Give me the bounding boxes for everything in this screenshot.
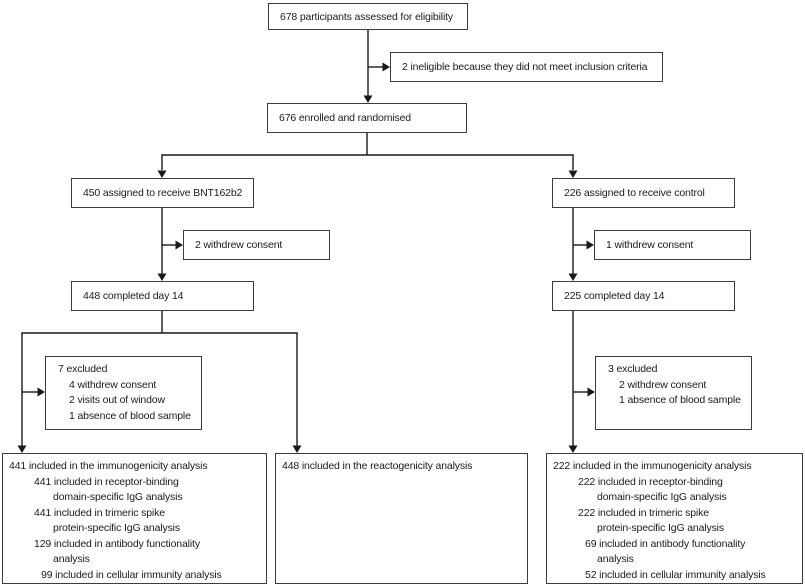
excluded-line: 7 excluded <box>58 363 108 375</box>
connector-assessed-to-randomised <box>364 30 391 103</box>
box-bnt-reactogenicity-label: 448 included in the reactogenicity analysis <box>282 460 473 472</box>
box-ineligible-label: 2 ineligible because they did not meet inclusion criteria <box>402 61 648 73</box>
analysis-line: domain-specific IgG analysis <box>53 491 183 503</box>
connector-control-assigned-to-completed <box>569 208 595 281</box>
box-bnt-completed <box>71 281 254 311</box>
excluded-line: 1 absence of blood sample <box>619 394 741 406</box>
excluded-line: 4 withdrew consent <box>69 378 157 391</box>
box-control-completed <box>552 281 735 311</box>
connector-control-completed-down <box>569 311 596 453</box>
analysis-line: 69 included in antibody functionality <box>585 537 746 550</box>
box-assessed-label: 678 participants assessed for eligibility <box>280 10 454 23</box>
box-bnt-completed-label: 448 completed day 14 <box>83 290 184 302</box>
analysis-line: 99 included in cellular immunity analysis <box>41 568 222 581</box>
box-bnt-withdrew-label: 2 withdrew consent <box>195 239 283 251</box>
box-control-withdrew-label: 1 withdrew consent <box>606 239 694 251</box>
connector-bnt-assigned-to-completed <box>158 208 184 281</box>
box-bnt-assigned-label: 450 assigned to receive BNT162b2 <box>83 187 243 199</box>
box-randomised <box>267 103 467 133</box>
box-bnt-reactogenicity <box>275 453 528 584</box>
analysis-line: domain-specific IgG analysis <box>597 491 727 503</box>
analysis-line: 52 included in cellular immunity analysis <box>585 568 766 581</box>
excluded-line: 1 absence of blood sample <box>69 409 191 422</box>
analysis-line: analysis <box>53 553 90 565</box>
box-control-excluded <box>595 356 752 430</box>
excluded-line: 2 visits out of window <box>69 394 165 406</box>
analysis-line: 222 included in receptor-binding <box>578 475 723 488</box>
box-bnt-immunogenicity <box>2 453 267 584</box>
box-assessed <box>268 3 468 30</box>
analysis-line: 441 included in the immunogenicity analysis <box>9 460 208 472</box>
analysis-line: 129 included in antibody functionality <box>34 537 200 550</box>
analysis-line: analysis <box>597 553 634 565</box>
analysis-line: protein-specific IgG analysis <box>597 522 724 534</box>
box-control-withdrew <box>594 230 751 260</box>
box-randomised-label: 676 enrolled and randomised <box>279 112 411 124</box>
analysis-line: protein-specific IgG analysis <box>53 522 180 534</box>
connector-randomised-split <box>158 133 578 178</box>
box-bnt-assigned <box>71 178 254 208</box>
box-bnt-withdrew <box>183 230 330 260</box>
analysis-line: 222 included in the immunogenicity analysis <box>553 460 752 472</box>
analysis-line: 441 included in receptor-binding <box>34 475 179 488</box>
excluded-line: 3 excluded <box>608 363 658 375</box>
analysis-line: 441 included in trimeric spike <box>34 506 165 519</box>
box-ineligible <box>390 52 663 82</box>
box-control-assigned-label: 226 assigned to receive control <box>564 187 705 199</box>
box-control-immunogenicity <box>546 453 803 584</box>
box-control-assigned <box>552 178 735 208</box>
box-control-completed-label: 225 completed day 14 <box>564 290 665 302</box>
excluded-line: 2 withdrew consent <box>619 378 707 391</box>
analysis-line: 222 included in trimeric spike <box>578 506 709 519</box>
box-bnt-excluded <box>45 356 202 430</box>
